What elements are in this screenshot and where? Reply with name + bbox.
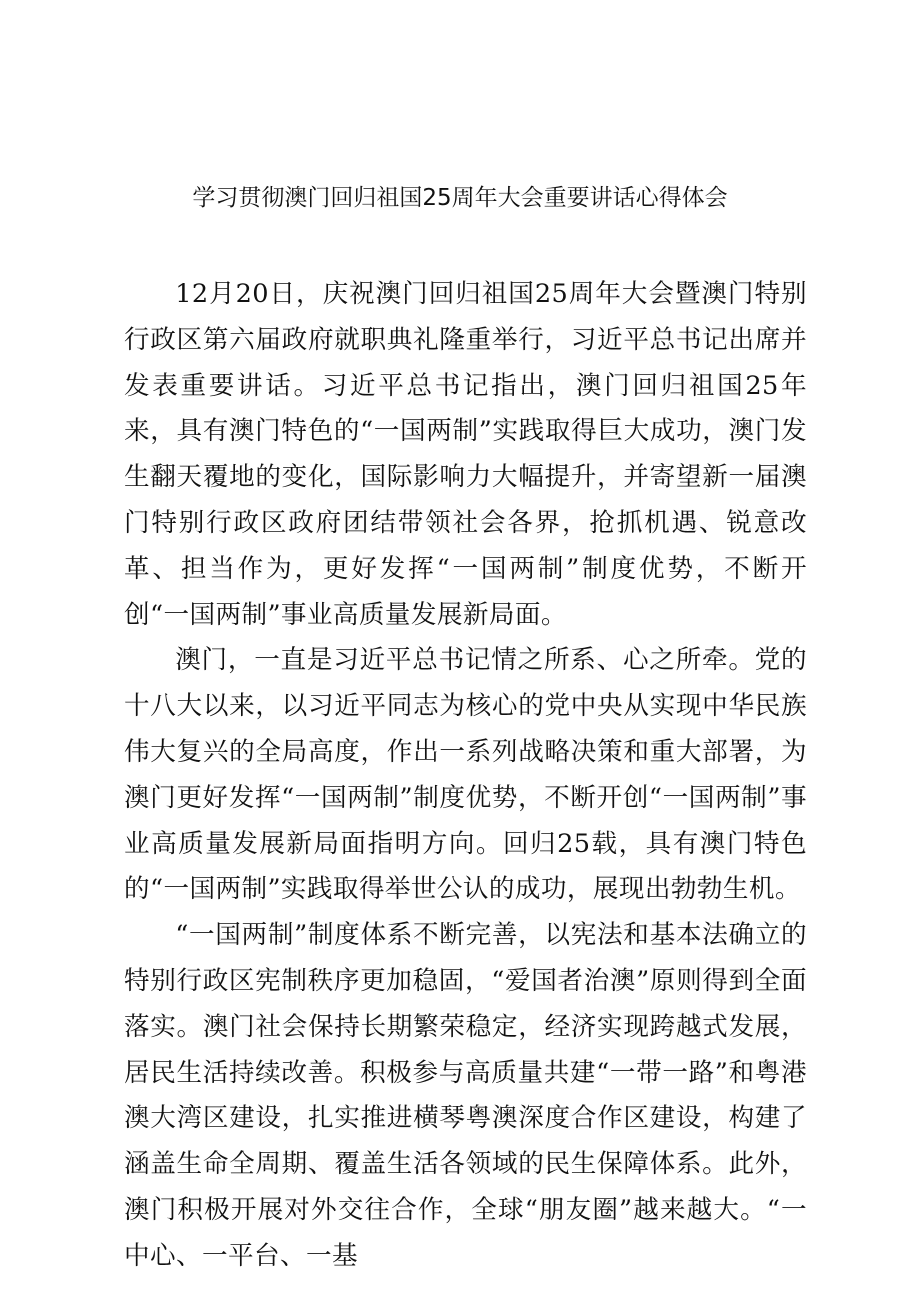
paragraph-1: 12月20日，庆祝澳门回归祖国25周年大会暨澳门特别行政区第六届政府就职典礼隆重举行，习近平总书记出席并发表重要讲话。习近平总书记指出，澳门回归祖国25年来，具有澳门特色的“一国两制”实践取得巨大成功，澳门发生翻天覆地的变化，国际影响力大幅提升，并寄望新一届澳门特别行政区政府团结带领社会各界，抢抓机遇、锐意改革、担当作为，更好发挥“一国两制”制度优势，不断开创“一国两制”事业高质量发展新局面。 bbox=[124, 279, 807, 630]
paragraph-3: “一国两制”制度体系不断完善，以宪法和基本法确立的特别行政区宪制秩序更加稳固，“爱国者治澳”原则得到全面落实。澳门社会保持长期繁荣稳定，经济实现跨越式发展，居民生活持续改善。积极参与高质量共建“一带一路”和粤港澳大湾区建设，扎实推进横琴粤澳深度合作区建设，构建了涵盖生命全周期、覆盖生活各领域的民生保障体系。此外，澳门积极开展对外交往合作，全球“朋友圈”越来越大。“一中心、一平台、一基 bbox=[124, 920, 807, 1271]
document-body bbox=[124, 272, 807, 1280]
paragraph-2: 澳门，一直是习近平总书记情之所系、心之所牵。党的十八大以来，以习近平同志为核心的党中央从实现中华民族伟大复兴的全局高度，作出一系列战略决策和重大部署，为澳门更好发挥“一国两制”制度优势，不断开创“一国两制”事业高质量发展新局面指明方向。回归25载，具有澳门特色的“一国两制”实践取得举世公认的成功，展现出勃勃生机。 bbox=[124, 645, 807, 905]
document-title: 学习贯彻澳门回归祖国25周年大会重要讲话心得体会 bbox=[192, 185, 728, 211]
